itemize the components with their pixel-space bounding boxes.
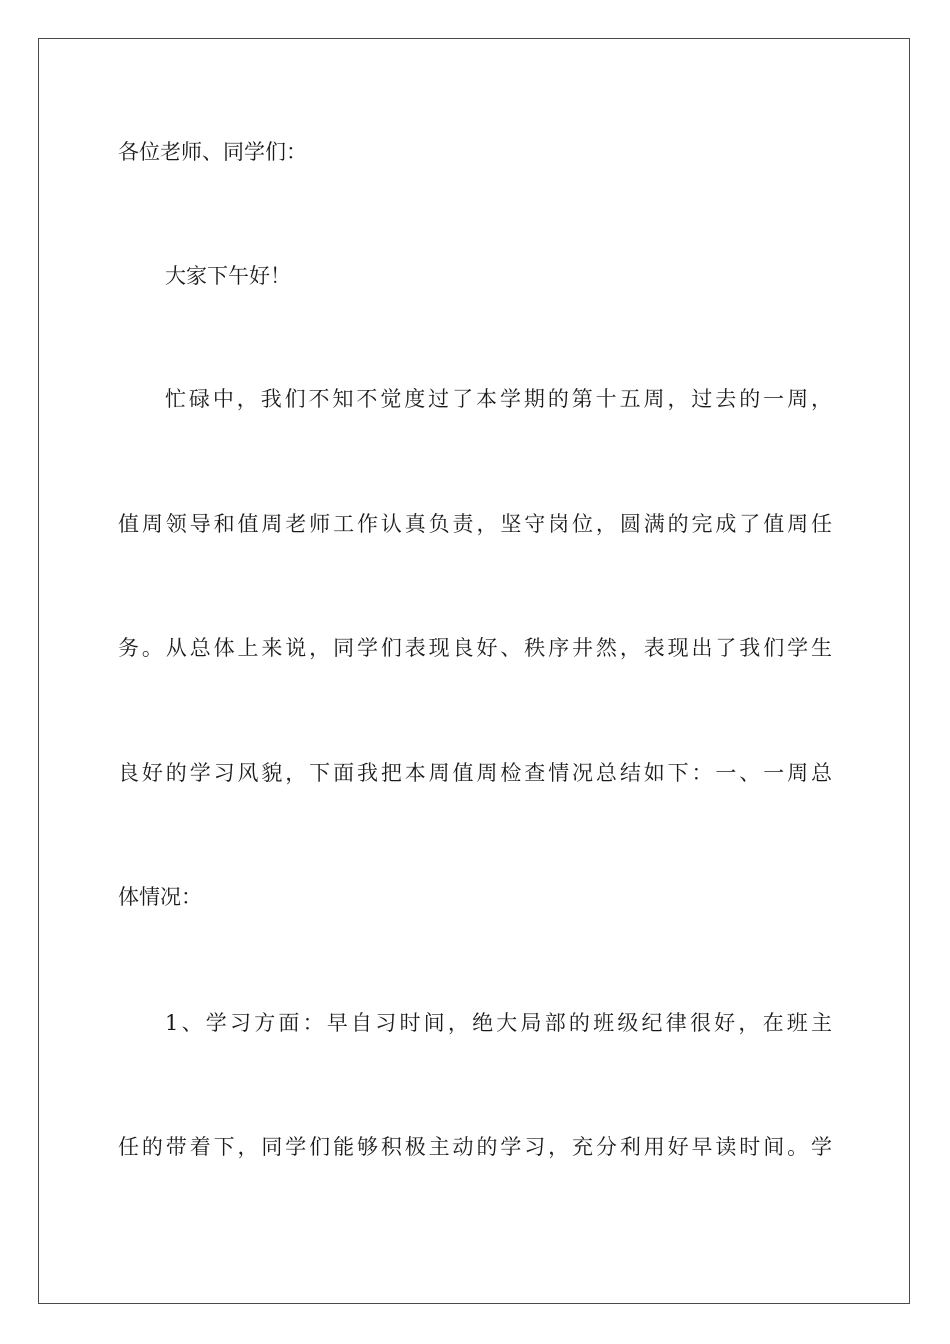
salutation: 各位老师、同学们： (118, 140, 307, 164)
greeting: 大家下午好！ (165, 264, 291, 288)
paragraph-line: 忙碌中，我们不知不觉度过了本学期的第十五周，过去的一周， (165, 387, 832, 411)
paragraph-line: 良好的学习风貌，下面我把本周值周检查情况总结如下：一、一周总 (118, 761, 832, 785)
paragraph-line: 体情况： (118, 885, 202, 909)
paragraph-line: 值周领导和值周老师工作认真负责，坚守岗位，圆满的完成了值周任 (118, 512, 832, 536)
paragraph-line: 1、学习方面：早自习时间，绝大局部的班级纪律很好，在班主 (165, 1011, 832, 1035)
page-border (38, 38, 910, 1304)
paragraph-line: 务。从总体上来说，同学们表现良好、秩序井然，表现出了我们学生 (118, 636, 832, 660)
paragraph-line: 任的带着下，同学们能够积极主动的学习，充分利用好早读时间。学 (118, 1135, 832, 1159)
